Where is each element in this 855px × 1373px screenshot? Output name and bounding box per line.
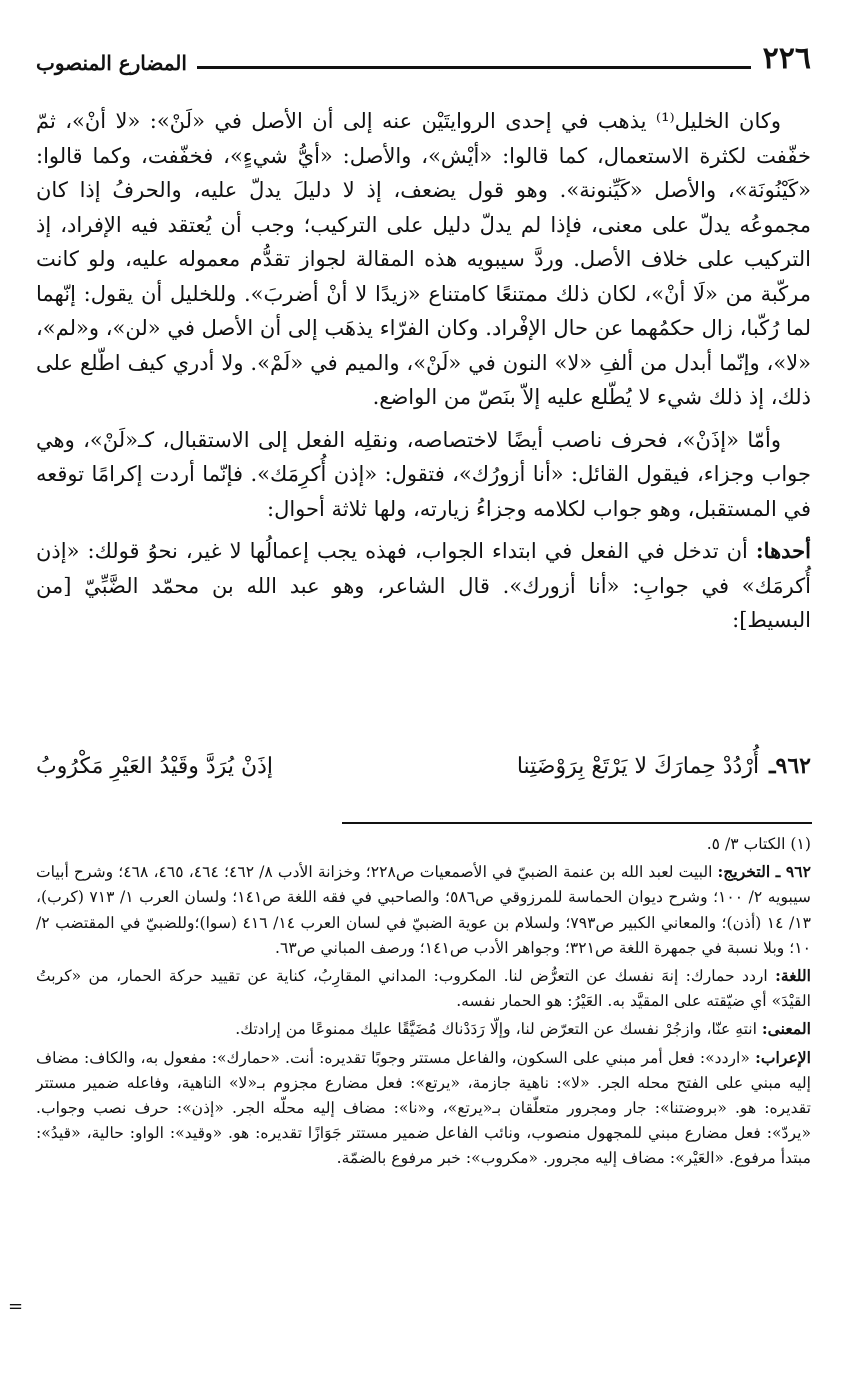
footnote-takhrij	[36, 859, 811, 961]
margin-mark: =	[8, 1296, 24, 1317]
takhrij-text: البيت لعبد الله بن عنمة الضبيّ في الأصمعيات ص٢٢٨؛ وخزانة الأدب ٨/ ٤٦٢؛ ٤٦٤، ٤٦٥، ٤٦٨؛ وشرح أبيات سيبويه ٢/ ١٠٠؛ وشرح ديوان الحماسة للمرزوقي ص٥٨٦؛ والصاحبي في فقه اللغة ص١٤١؛ ولسان العرب ١/ ٧١٣ (كرب)، ١٣/ ١٤ (أذن)؛ والمعاني الكبير ص٧٩٣؛ ولسلام بن عوية الضبيّ في لسان العرب ١٤/ ٤١٦ (سوا)؛وللضبيّ في المقتضب ٢/ ١٠؛ وبلا نسبة في جمهرة اللغة ص٣٢١؛ وجواهر الأدب ص١٤١؛ ورصف المباني ص٦٣.	[36, 863, 811, 957]
footnote-lugha	[36, 963, 811, 1014]
verse-first-hemistich: أُرْدُدْ حِمارَكَ لا يَرْتَعْ بِرَوْضَتِنا	[516, 753, 760, 779]
paragraph-body: أن تدخل في الفعل في ابتداء الجواب، فهذه يجب إعمالُها لا غير، نحوُ قولك: «إذن أُكرمَك» في جوابِ: «أنا أزورك». قال الشاعر، وهو عبد الله بن محمّد الضَّبِّيّ [من البسيط]:	[36, 539, 811, 632]
paragraph-khalil: وكان الخليل⁽¹⁾ يذهب في إحدى الروايتَيْن عنه إلى أن الأصل في «لَنْ»: «لا أنْ»، ثمّ خفّفت لكثرة الاستعمال، كما قالوا: «أيْش»، والأصل: «أيُّ شيءٍ»، فخفّفت، وكما قالوا: «كَيْنُونَة»، والأصل «كَيِّنونة». وهو قول يضعف، إذ لا دليلَ يدلّ عليه، والحرفُ إذا كان مجموعُه يدلّ على معنى، فإذا لم يدلّ دليل على التركيب؛ وجب أن يُعتقد فيه الإفراد، إذ التركيب على خلاف الأصل. وردَّ سيبويه هذه المقالة لجواز تقدُّم معموله عليه، ولو كانت مركّبة من «لَا أنْ»، لكان ذلك ممتنعًا كامتناع «زيدًا لا أنْ أضربَ». وللخليل أن يقول: إنّهما لما رُكّبا، زال حكمُهما عن حال الإفْراد. وكان الفرّاء يذهَب إلى أن الأصل في «لن»، و«لم»، «لا»، وإنّما أبدل من ألفِ «لا» النون في «لَنْ»، والميم في «لَمْ». ولا أدري كيف اطّلع على ذلك، إذ ذلك شيء لا يُطّلع عليه إلاّ بنَصّ من الواضع.	[36, 109, 811, 409]
paragraph-idhan: وأمّا «إذَنْ»، فحرف ناصب أيضًا لاختصاصه، ونقلِه الفعل إلى الاستقبال، كـ«لَنْ»، وهي جواب وجزاء، فيقول القائل: «أنا أزورُك»، فتقول: «إذن أُكرِمَك». فإنّما أردت إكرامًا توقعه في المستقبل، وهو جواب لكلامه وجزاءُ زيارته، ولها ثلاثة أحوال:	[36, 427, 811, 521]
paragraph-lead: أحدها:	[755, 538, 811, 563]
lugha-label: اللغة:	[775, 966, 811, 986]
irab-text: «اردد»: فعل أمر مبني على السكون، والفاعل مستتر وجوبًا تقديره: أنت. «حمارك»: مفعول به، والكاف: مضاف إليه مبني على الفتح محله الجر. «لا»: ناهية جازمة، «يرتع»: فعل مضارع مجزوم بـ«لا» الناهية، وفاعله ضمير مستتر تقديره: هو. «بروضتنا»: جار ومجرور متعلّقان بـ«يرتع»، و«نا»: مضاف إليه محلّه الجر. «إذن»: حرف نصب وجواب. «يردّ»: فعل مضارع مبني للمجهول منصوب، ونائب الفاعل ضمير مستتر جَوَازًا تقديره: هو. «وقيد»: الواو: حالية، «قيدُ»: مبتدأ مرفوع. «العَيْر»: مضاف إليه مجرور. «مكروب»: خبر مرفوع بالضمّة.	[36, 1048, 811, 1168]
verse-962	[36, 746, 811, 786]
main-text	[36, 104, 811, 638]
footnote-maana	[36, 1016, 811, 1042]
verse-number: ٩٦٢ـ	[769, 753, 811, 779]
maana-text: انتهِ عنّا، وازجُرْ نفسك عن التعرّض لنا، وإلّا رَدَدْناك مُضَيَّقًا عليك ممنوعًا من إرادتك.	[235, 1020, 762, 1039]
footnote-irab	[36, 1045, 811, 1172]
footnotes	[36, 832, 811, 1172]
verse-second-hemistich: إذَنْ يُرَدَّ وقَيْدُ العَيْرِ مَكْرُوبُ	[36, 753, 274, 779]
header-rule	[197, 66, 751, 69]
page-header	[36, 38, 811, 78]
paragraph-first-state	[36, 534, 811, 638]
takhrij-label: ٩٦٢ ـ التخريج:	[717, 862, 811, 882]
page-number: ٢٢٦	[762, 41, 811, 76]
irab-label: الإعراب:	[755, 1047, 811, 1067]
footnote-separator	[342, 822, 812, 824]
running-title: المضارع المنصوب	[36, 51, 187, 75]
footnote-1: (١) الكتاب ٣/ ٥.	[706, 835, 811, 853]
lugha-text: اردد حمارك: إنهَ نفسك عن التعرُّض لنا. المكروب: المداني المقارِبُ، كناية عن تقييد حركة الحمار، من «كربتُ القيْدَ» أي ضيّقته على المقيَّد به. العَيْرُ: هو الحمار نفسه.	[36, 967, 811, 1011]
maana-label: المعنى:	[761, 1019, 811, 1039]
